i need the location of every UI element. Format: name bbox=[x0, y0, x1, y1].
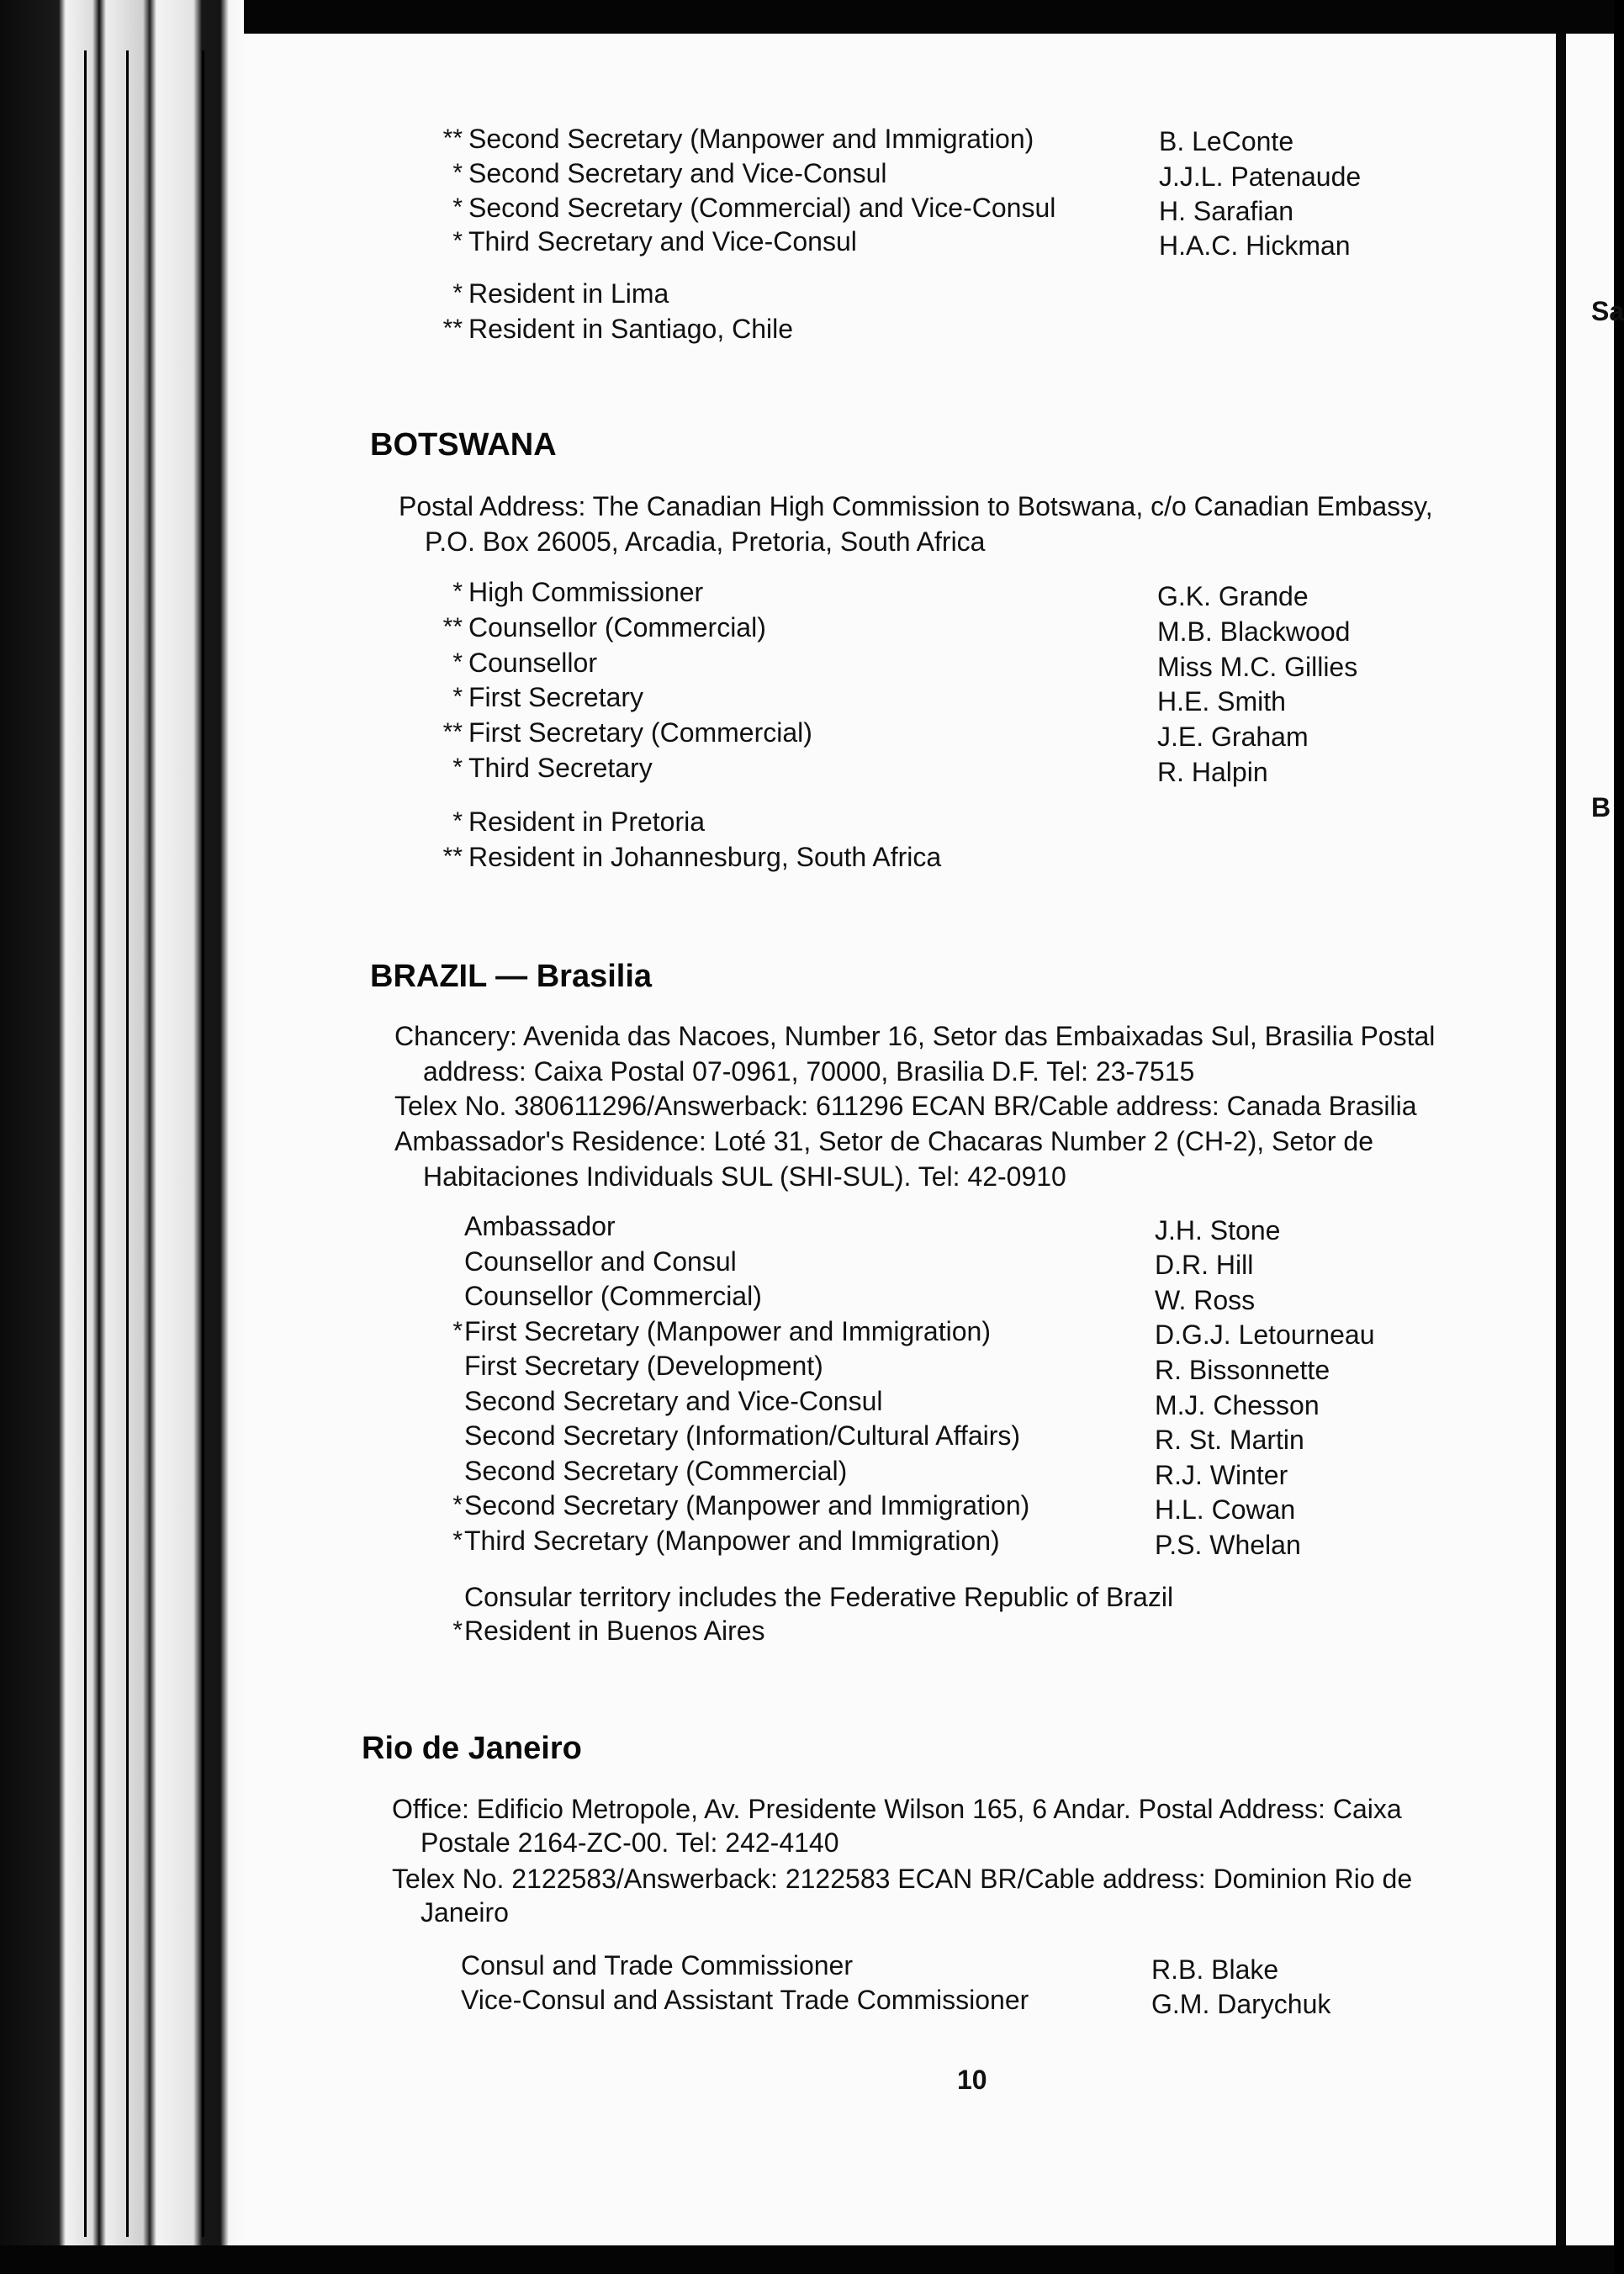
staff-name: M.B. Blackwood bbox=[1157, 616, 1351, 647]
role-title: Counsellor bbox=[468, 648, 597, 678]
staff-name: J.H. Stone bbox=[1155, 1215, 1281, 1245]
footnote-mark: ** bbox=[442, 843, 463, 870]
staff-name: R. Bissonnette bbox=[1155, 1355, 1330, 1385]
role-title: Second Secretary and Vice-Consul bbox=[468, 158, 887, 188]
footnote-mark: ** bbox=[442, 315, 463, 342]
role-title: First Secretary bbox=[468, 682, 644, 712]
role-title: Counsellor (Commercial) bbox=[468, 612, 766, 643]
staff-name: D.G.J. Letourneau bbox=[1155, 1319, 1375, 1350]
page-number: 10 bbox=[957, 2065, 987, 2095]
address-line: Janeiro bbox=[421, 1897, 509, 1928]
footnote-mark: * bbox=[452, 193, 463, 221]
staff-name: J.E. Graham bbox=[1157, 722, 1309, 752]
address-line: Office: Edificio Metropole, Av. Presidente Wilson 165, 6 Andar. Postal Address: Caixa bbox=[392, 1794, 1402, 1824]
footnote-text: Resident in Buenos Aires bbox=[464, 1616, 765, 1646]
section-heading: Rio de Janeiro bbox=[362, 1731, 582, 1766]
staff-name: M.J. Chesson bbox=[1155, 1390, 1320, 1420]
staff-name: H.E. Smith bbox=[1157, 686, 1286, 717]
footnote-mark: * bbox=[452, 1317, 463, 1345]
footnote-mark: * bbox=[452, 807, 463, 835]
address-line: address: Caixa Postal 07-0961, 70000, Brasilia D.F. Tel: 23-7515 bbox=[423, 1056, 1195, 1087]
address-line: Telex No. 2122583/Answerback: 2122583 ECAN BR/Cable address: Dominion Rio de bbox=[392, 1864, 1413, 1894]
staff-name: R. Halpin bbox=[1157, 757, 1268, 787]
address-line: Ambassador's Residence: Loté 31, Setor de Chacaras Number 2 (CH-2), Setor de bbox=[394, 1126, 1373, 1156]
footnote-text: Resident in Pretoria bbox=[468, 806, 706, 837]
staff-name: G.M. Darychuk bbox=[1151, 1989, 1331, 2019]
footnote-mark: * bbox=[452, 1491, 463, 1519]
footnote-mark: * bbox=[452, 648, 463, 676]
role-title: Ambassador bbox=[464, 1211, 616, 1241]
role-title: Second Secretary and Vice-Consul bbox=[464, 1386, 883, 1416]
footnote-mark: * bbox=[452, 1616, 463, 1644]
section-heading: BOTSWANA bbox=[370, 427, 557, 463]
footnote-mark: * bbox=[452, 754, 463, 781]
staff-name: G.K. Grande bbox=[1157, 581, 1309, 611]
facing-page-fragment: B bbox=[1591, 792, 1611, 822]
staff-name: R.J. Winter bbox=[1155, 1460, 1288, 1490]
footnote-mark: ** bbox=[442, 718, 463, 746]
address-line: Chancery: Avenida das Nacoes, Number 16, Setor das Embaixadas Sul, Brasilia Postal bbox=[394, 1021, 1436, 1051]
role-title: First Secretary (Manpower and Immigration) bbox=[464, 1316, 991, 1346]
footnote-mark: ** bbox=[442, 124, 463, 152]
footnote-mark: * bbox=[452, 683, 463, 711]
role-title: Second Secretary (Commercial) and Vice-Consul bbox=[468, 193, 1056, 223]
staff-name: P.S. Whelan bbox=[1155, 1530, 1301, 1560]
consular-note: Consular territory includes the Federative Republic of Brazil bbox=[464, 1582, 1174, 1612]
role-title: Second Secretary (Manpower and Immigration) bbox=[468, 124, 1034, 154]
staff-name: H.A.C. Hickman bbox=[1159, 230, 1351, 261]
footnote-mark: * bbox=[452, 1526, 463, 1554]
footnote-mark: * bbox=[452, 279, 463, 307]
role-title: Second Secretary (Information/Cultural Affairs) bbox=[464, 1420, 1021, 1451]
role-title: Third Secretary bbox=[468, 753, 653, 783]
staff-name: J.J.L. Patenaude bbox=[1159, 161, 1362, 192]
staff-name: D.R. Hill bbox=[1155, 1250, 1254, 1280]
footnote-mark: * bbox=[452, 578, 463, 606]
staff-name: R. St. Martin bbox=[1155, 1425, 1304, 1455]
footnote-mark: ** bbox=[442, 613, 463, 641]
staff-name: H.L. Cowan bbox=[1155, 1494, 1296, 1525]
address-line: Postal Address: The Canadian High Commission to Botswana, c/o Canadian Embassy, bbox=[399, 491, 1433, 521]
role-title: Second Secretary (Manpower and Immigration) bbox=[464, 1490, 1030, 1520]
role-title: Third Secretary and Vice-Consul bbox=[468, 226, 857, 256]
role-title: First Secretary (Commercial) bbox=[468, 717, 812, 748]
footnote-mark: * bbox=[452, 159, 463, 187]
section-heading: BRAZIL — Brasilia bbox=[370, 959, 653, 994]
role-title: Vice-Consul and Assistant Trade Commissioner bbox=[461, 1985, 1029, 2015]
footnote-mark: * bbox=[452, 227, 463, 255]
role-title: First Secretary (Development) bbox=[464, 1351, 823, 1381]
footnote-text: Resident in Santiago, Chile bbox=[468, 314, 794, 344]
role-title: Third Secretary (Manpower and Immigration) bbox=[464, 1526, 1000, 1556]
facing-page-fragment: Sa bbox=[1591, 296, 1624, 326]
staff-name: H. Sarafian bbox=[1159, 196, 1294, 226]
address-line: Telex No. 380611296/Answerback: 611296 ECAN BR/Cable address: Canada Brasilia bbox=[394, 1091, 1417, 1121]
role-title: Consul and Trade Commissioner bbox=[461, 1950, 853, 1980]
staff-name: R.B. Blake bbox=[1151, 1954, 1279, 1985]
role-title: High Commissioner bbox=[468, 577, 704, 607]
footnote-text: Resident in Lima bbox=[468, 278, 669, 309]
address-line: Habitaciones Individuals SUL (SHI-SUL). Tel: 42-0910 bbox=[423, 1161, 1066, 1192]
staff-name: B. LeConte bbox=[1159, 126, 1294, 156]
footnote-text: Resident in Johannesburg, South Africa bbox=[468, 842, 942, 872]
role-title: Second Secretary (Commercial) bbox=[464, 1456, 848, 1486]
address-line: P.O. Box 26005, Arcadia, Pretoria, South Africa bbox=[425, 526, 986, 557]
staff-name: W. Ross bbox=[1155, 1285, 1256, 1315]
staff-name: Miss M.C. Gillies bbox=[1157, 652, 1358, 682]
role-title: Counsellor and Consul bbox=[464, 1246, 737, 1277]
address-line: Postale 2164-ZC-00. Tel: 242-4140 bbox=[421, 1827, 839, 1858]
role-title: Counsellor (Commercial) bbox=[464, 1281, 762, 1311]
